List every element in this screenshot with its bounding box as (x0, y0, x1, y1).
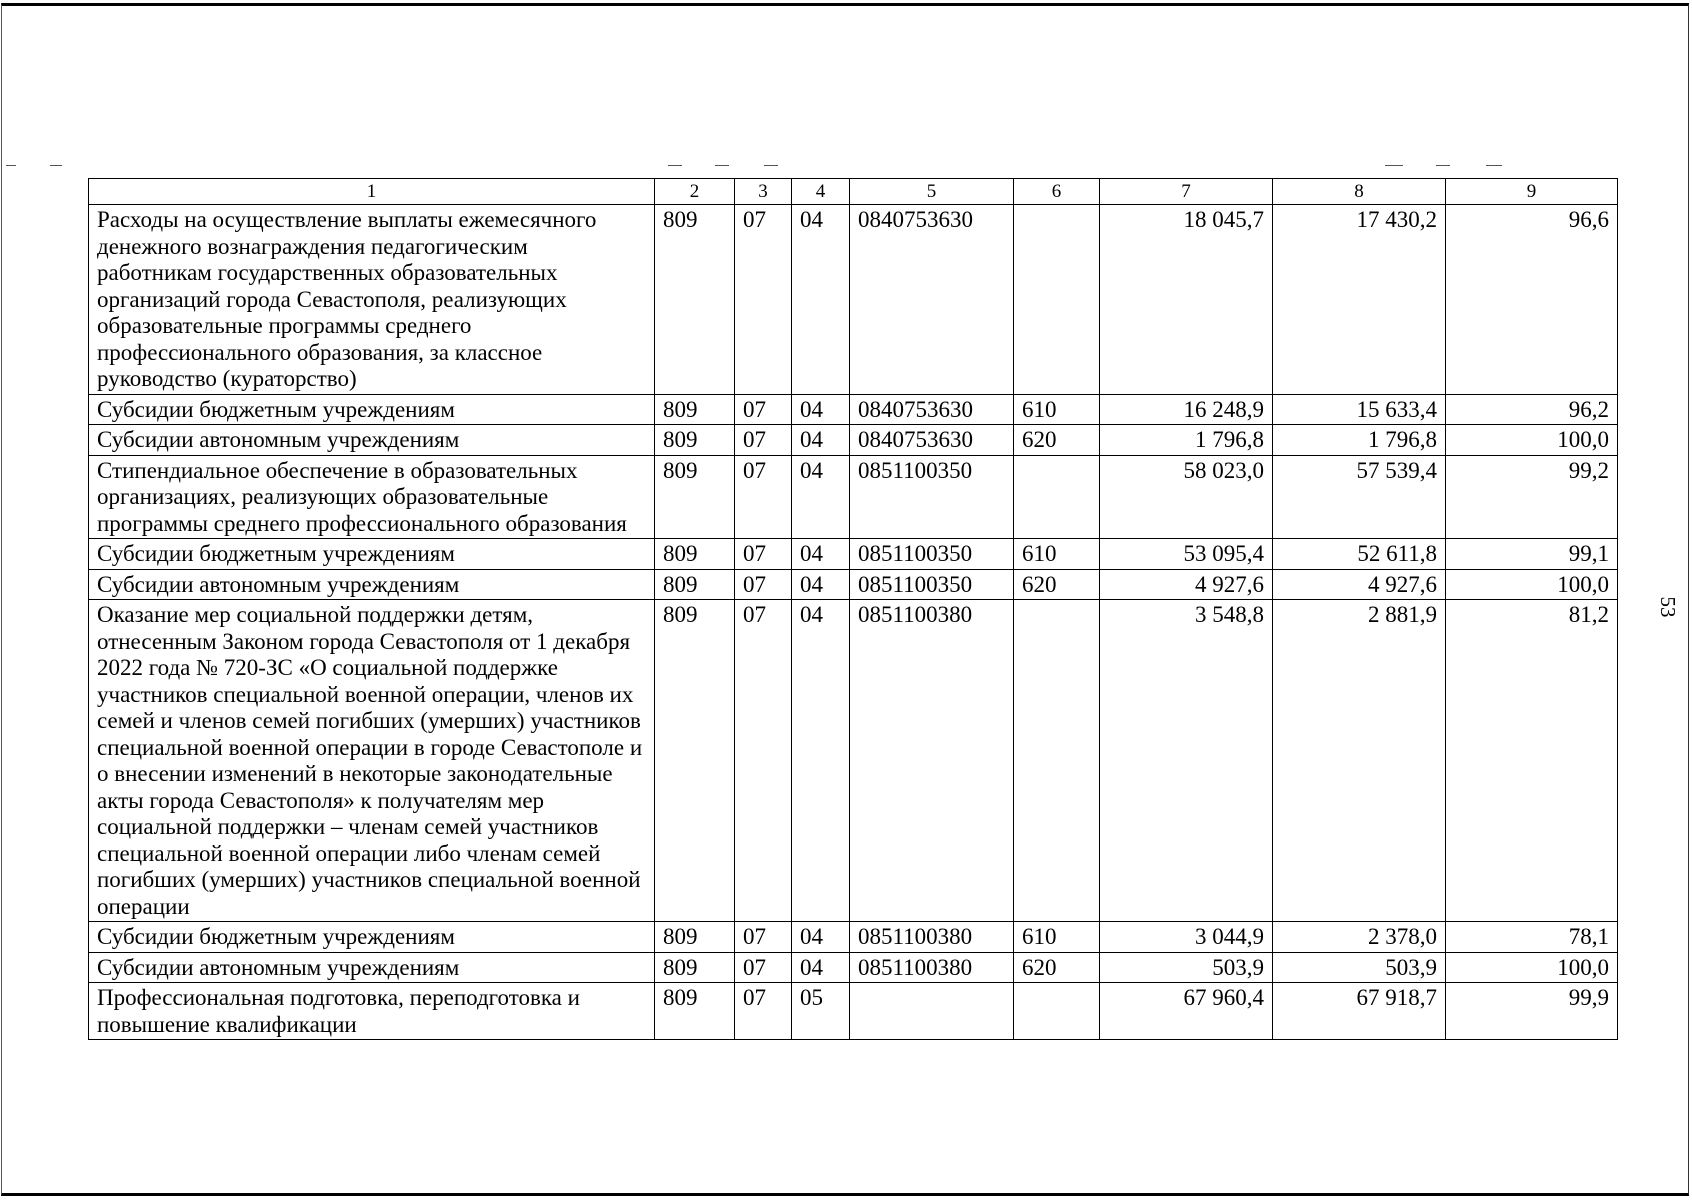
row-col-7-value: 4 927,6 (1100, 569, 1273, 600)
row-col-8-value: 67 918,7 (1273, 983, 1446, 1040)
row-subsection: 04 (792, 455, 850, 539)
row-col-8-value: 1 796,8 (1273, 425, 1446, 456)
row-section: 07 (735, 569, 792, 600)
row-target-article: 0851100380 (850, 952, 1014, 983)
row-col-7-value: 3 548,8 (1100, 600, 1273, 922)
row-col-8-value: 15 633,4 (1273, 394, 1446, 425)
row-ministry-code: 809 (655, 983, 735, 1040)
row-ministry-code: 809 (655, 952, 735, 983)
row-col-8-value: 2 378,0 (1273, 922, 1446, 953)
table-row (89, 394, 1618, 425)
row-subsection: 04 (792, 922, 850, 953)
row-section: 07 (735, 983, 792, 1040)
row-name: Субсидии автономным учреждениям (89, 425, 655, 456)
table-row (89, 455, 1618, 539)
row-target-article: 0840753630 (850, 425, 1014, 456)
row-col-9-value: 100,0 (1446, 569, 1618, 600)
row-target-article: 0851100350 (850, 569, 1014, 600)
row-subsection: 04 (792, 952, 850, 983)
row-col-9-value: 96,6 (1446, 205, 1618, 395)
table-row (89, 539, 1618, 570)
page-number: 53 (1656, 596, 1680, 618)
row-subsection: 04 (792, 425, 850, 456)
row-name: Субсидии бюджетным учреждениям (89, 539, 655, 570)
row-col-9-value: 99,9 (1446, 983, 1618, 1040)
row-target-article (850, 983, 1014, 1040)
row-col-7-value: 67 960,4 (1100, 983, 1273, 1040)
row-name: Оказание мер социальной поддержки детям, отнесенным Законом города Севастополя от 1 декабря 2022 года № 720-ЗС «О социальной поддержке участников специальной военной операции, членов их семей и членов семей погибших (умерших) участников специальной военной операции в городе Севастополе и о внесении изменений в некоторые законодательные акты города Севастополя» к получателям мер социальной поддержки – членам семей участников специальной военной операции либо членам семей погибших (умерших) участников специальной военной операции (89, 600, 655, 922)
header-col-3: 3 (735, 179, 792, 205)
row-col-7-value: 3 044,9 (1100, 922, 1273, 953)
row-col-7-value: 16 248,9 (1100, 394, 1273, 425)
row-section: 07 (735, 394, 792, 425)
row-ministry-code: 809 (655, 539, 735, 570)
row-name: Субсидии автономным учреждениям (89, 952, 655, 983)
row-name: Стипендиальное обеспечение в образовательных организациях, реализующих образовательные программы среднего профессионального образования (89, 455, 655, 539)
row-col-7-value: 53 095,4 (1100, 539, 1273, 570)
row-expense-type: 610 (1014, 394, 1100, 425)
row-name: Расходы на осуществление выплаты ежемесячного денежного вознаграждения педагогическим работникам государственных образовательных организаций города Севастополя, реализующих образовательные программы среднего профессионального образования, за классное руководство (кураторство) (89, 205, 655, 395)
row-col-7-value: 503,9 (1100, 952, 1273, 983)
row-section: 07 (735, 600, 792, 922)
row-subsection: 04 (792, 569, 850, 600)
row-name: Субсидии автономным учреждениям (89, 569, 655, 600)
row-col-8-value: 503,9 (1273, 952, 1446, 983)
row-col-9-value: 100,0 (1446, 952, 1618, 983)
row-col-7-value: 18 045,7 (1100, 205, 1273, 395)
header-col-1: 1 (89, 179, 655, 205)
row-target-article: 0851100380 (850, 922, 1014, 953)
budget-table (88, 178, 1618, 1040)
table-header-row (89, 179, 1618, 205)
row-expense-type (1014, 600, 1100, 922)
row-expense-type (1014, 205, 1100, 395)
row-expense-type (1014, 983, 1100, 1040)
header-col-2: 2 (655, 179, 735, 205)
row-col-8-value: 52 611,8 (1273, 539, 1446, 570)
row-target-article: 0851100380 (850, 600, 1014, 922)
row-subsection: 04 (792, 539, 850, 570)
scan-artifacts (0, 165, 1692, 171)
row-ministry-code: 809 (655, 455, 735, 539)
row-col-9-value: 99,1 (1446, 539, 1618, 570)
row-section: 07 (735, 539, 792, 570)
row-col-7-value: 1 796,8 (1100, 425, 1273, 456)
row-col-9-value: 99,2 (1446, 455, 1618, 539)
table-row (89, 205, 1618, 395)
row-expense-type: 610 (1014, 539, 1100, 570)
header-col-9: 9 (1446, 179, 1618, 205)
row-ministry-code: 809 (655, 205, 735, 395)
header-col-7: 7 (1100, 179, 1273, 205)
row-col-7-value: 58 023,0 (1100, 455, 1273, 539)
row-target-article: 0851100350 (850, 455, 1014, 539)
row-target-article: 0840753630 (850, 394, 1014, 425)
row-col-9-value: 81,2 (1446, 600, 1618, 922)
header-col-6: 6 (1014, 179, 1100, 205)
row-section: 07 (735, 205, 792, 395)
row-target-article: 0851100350 (850, 539, 1014, 570)
row-name: Субсидии бюджетным учреждениям (89, 922, 655, 953)
row-subsection: 04 (792, 205, 850, 395)
table-row (89, 569, 1618, 600)
row-expense-type: 620 (1014, 569, 1100, 600)
row-col-8-value: 2 881,9 (1273, 600, 1446, 922)
header-col-4: 4 (792, 179, 850, 205)
header-col-8: 8 (1273, 179, 1446, 205)
row-expense-type (1014, 455, 1100, 539)
row-expense-type: 620 (1014, 425, 1100, 456)
row-col-9-value: 78,1 (1446, 922, 1618, 953)
row-ministry-code: 809 (655, 425, 735, 456)
row-subsection: 05 (792, 983, 850, 1040)
row-expense-type: 610 (1014, 922, 1100, 953)
row-section: 07 (735, 455, 792, 539)
row-col-8-value: 57 539,4 (1273, 455, 1446, 539)
row-col-9-value: 100,0 (1446, 425, 1618, 456)
row-subsection: 04 (792, 600, 850, 922)
row-name: Субсидии бюджетным учреждениям (89, 394, 655, 425)
row-col-8-value: 17 430,2 (1273, 205, 1446, 395)
row-section: 07 (735, 922, 792, 953)
row-ministry-code: 809 (655, 569, 735, 600)
table-row (89, 425, 1618, 456)
row-target-article: 0840753630 (850, 205, 1014, 395)
table-row (89, 983, 1618, 1040)
row-ministry-code: 809 (655, 922, 735, 953)
table-row (89, 952, 1618, 983)
row-col-8-value: 4 927,6 (1273, 569, 1446, 600)
row-subsection: 04 (792, 394, 850, 425)
table-row (89, 922, 1618, 953)
row-ministry-code: 809 (655, 600, 735, 922)
table-row (89, 600, 1618, 922)
row-col-9-value: 96,2 (1446, 394, 1618, 425)
header-col-5: 5 (850, 179, 1014, 205)
row-expense-type: 620 (1014, 952, 1100, 983)
row-ministry-code: 809 (655, 394, 735, 425)
row-name: Профессиональная подготовка, переподготовка и повышение квалификации (89, 983, 655, 1040)
row-section: 07 (735, 425, 792, 456)
row-section: 07 (735, 952, 792, 983)
